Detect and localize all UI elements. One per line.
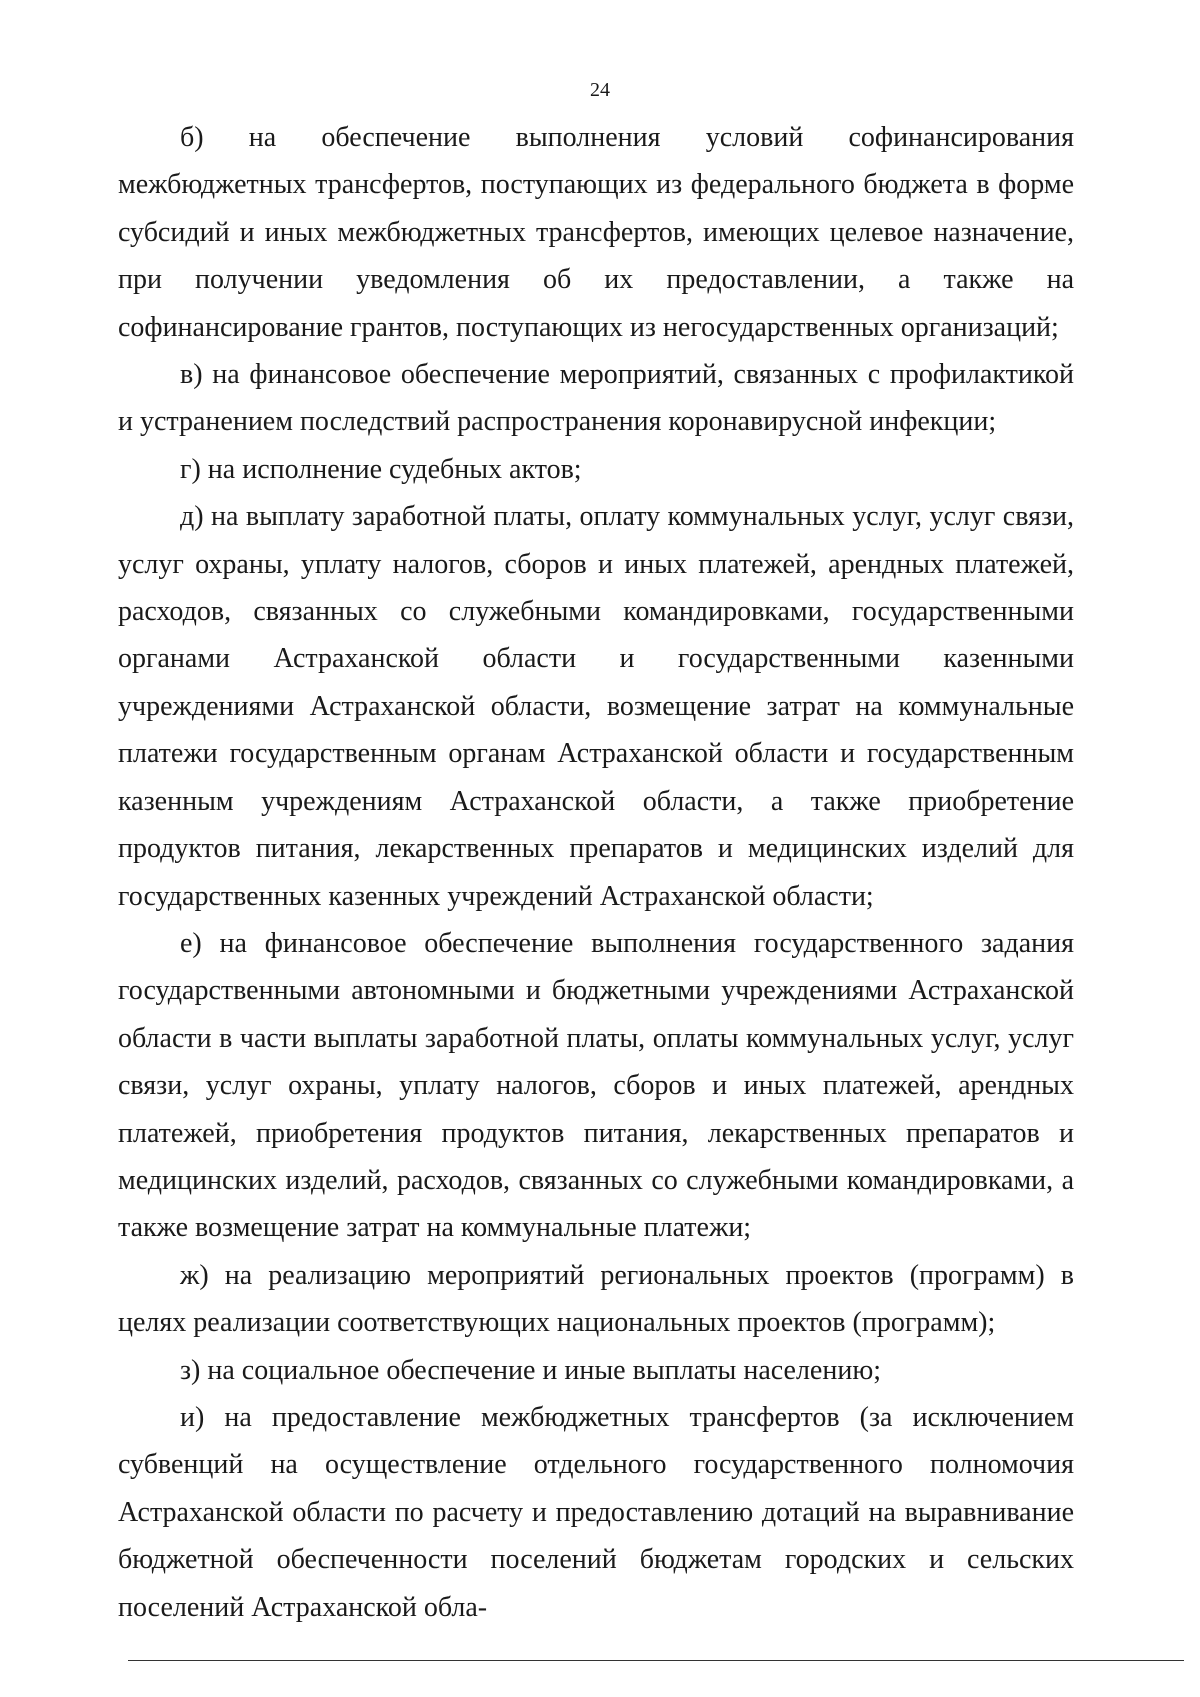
page-number: 24 <box>590 79 610 101</box>
document-body <box>118 114 1074 1631</box>
paragraph-d: д) на выплату заработной платы, оплату коммунальных услуг, услуг связи, услуг охраны, уплату налогов, сборов и иных платежей, арендных платежей, расходов, связанных со служебными командировками, государственными органами Астраханской области и государственными казенными учреждениями Астраханской области, возмещение затрат на коммунальные платежи государственным органам Астраханской области и государственным казенным учреждениям Астраханской области, а также приобретение продуктов питания, лекарственных препаратов и медицинских изделий для государственных казенных учреждений Астраханской области; <box>118 501 1074 912</box>
footer-divider <box>128 1660 1184 1661</box>
paragraph-z: з) на социальное обеспечение и иные выплаты населению; <box>180 1354 882 1386</box>
paragraph-e: е) на финансовое обеспечение выполнения государственного задания государственными автономными и бюджетными учреждениями Астраханской области в части выплаты заработной платы, оплаты коммунальных услуг, услуг связи, услуг охраны, уплату налогов, сборов и иных платежей, арендных платежей, приобретения продуктов питания, лекарственных препаратов и медицинских изделий, расходов, связанных со служебными командировками, а также возмещение затрат на коммунальные платежи; <box>118 927 1074 1244</box>
paragraph-g: г) на исполнение судебных актов; <box>180 453 582 485</box>
paragraph-b: б) на обеспечение выполнения условий софинансирования межбюджетных трансфертов, поступающих из федерального бюджета в форме субсидий и иных межбюджетных трансфертов, имеющих целевое назначение, при получении уведомления об их предоставлении, а также на софинансирование грантов, поступающих из негосударственных организаций; <box>118 122 1074 343</box>
paragraph-v: в) на финансовое обеспечение мероприятий, связанных с профилактикой и устранением последствий распространения коронавирусной инфекции; <box>118 359 1074 438</box>
paragraph-i: и) на предоставление межбюджетных трансфертов (за исключением субвенций на осуществление отдельного государственного полномочия Астраханской области по расчету и предоставлению дотаций на выравнивание бюджетной обеспеченности поселений бюджетам городских и сельских поселений Астраханской обла- <box>118 1401 1074 1623</box>
paragraph-zh: ж) на реализацию мероприятий региональных проектов (программ) в целях реализации соответствующих национальных проектов (программ); <box>118 1259 1074 1339</box>
